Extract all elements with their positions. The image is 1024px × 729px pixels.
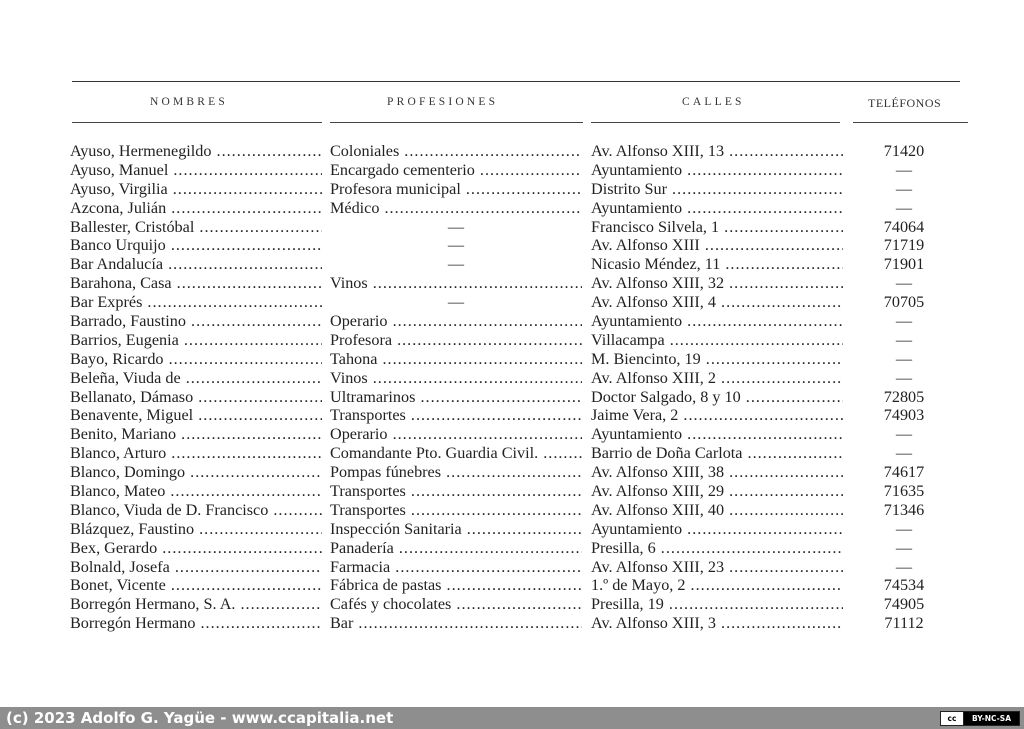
street-cell: Av. Alfonso XIII, 3 .....: [591, 614, 843, 633]
table-row: [0, 350, 1024, 369]
table-row: [0, 218, 1024, 237]
name-cell: Ayuso, Manuel .....: [70, 161, 322, 180]
street-cell: 1.º de Mayo, 2 .....: [591, 576, 843, 595]
street-cell: Av. Alfonso XIII, 32 .....: [591, 274, 843, 293]
table-row: [0, 406, 1024, 425]
header-professions: PROFESIONES: [387, 96, 499, 108]
name-cell: Blanco, Arturo .....: [70, 444, 322, 463]
header-underline-phones: [853, 122, 968, 123]
phone-cell: —: [895, 425, 913, 444]
profession-cell: Vinos .....: [330, 274, 582, 293]
profession-cell: Transportes .....: [330, 501, 582, 520]
street-cell: Barrio de Doña Carlota .....: [591, 444, 843, 463]
phone-cell: 71112: [884, 614, 924, 633]
phone-cell: —: [895, 349, 913, 368]
name-cell: Blanco, Viuda de D. Francisco .....: [70, 501, 322, 520]
profession-cell: Profesora municipal .....: [330, 180, 582, 199]
table-row: [0, 444, 1024, 463]
phone-cell: —: [895, 519, 913, 538]
phone-cell: —: [895, 274, 913, 293]
name-cell: Benito, Mariano .....: [70, 425, 322, 444]
street-cell: M. Biencinto, 19 .....: [591, 350, 843, 369]
table-row: [0, 161, 1024, 180]
header-streets: CALLES: [682, 96, 745, 108]
profession-cell: Operario .....: [330, 312, 582, 331]
license-terms: BY-NC-SA: [964, 712, 1019, 725]
table-row: [0, 369, 1024, 388]
profession-cell: Vinos .....: [330, 369, 582, 388]
name-cell: Bolnald, Josefa .....: [70, 558, 322, 577]
profession-cell: Pompas fúnebres .....: [330, 463, 582, 482]
name-cell: Blanco, Mateo .....: [70, 482, 322, 501]
name-cell: Ballester, Cristóbal .....: [70, 218, 322, 237]
street-cell: Av. Alfonso XIII .....: [591, 236, 843, 255]
phone-cell: —: [895, 198, 913, 217]
table-row: [0, 142, 1024, 161]
phone-cell: 71635: [883, 482, 925, 501]
name-cell: Bellanato, Dámaso .....: [70, 388, 322, 407]
phone-cell: 74617: [883, 463, 925, 482]
table-row: [0, 199, 1024, 218]
top-rule: [72, 81, 960, 82]
table-row: [0, 331, 1024, 350]
street-cell: Presilla, 6 .....: [591, 539, 843, 558]
name-cell: Bayo, Ricardo .....: [70, 350, 322, 369]
street-cell: Av. Alfonso XIII, 2 .....: [591, 369, 843, 388]
phone-cell: 71346: [883, 500, 925, 519]
phone-cell: —: [895, 179, 913, 198]
street-cell: Ayuntamiento .....: [591, 312, 843, 331]
header-underline-streets: [591, 122, 840, 123]
profession-cell: —: [447, 293, 465, 312]
phone-cell: 70705: [883, 293, 925, 312]
profession-cell: Médico .....: [330, 199, 582, 218]
street-cell: Av. Alfonso XIII, 4 .....: [591, 293, 843, 312]
profession-cell: Coloniales .....: [330, 142, 582, 161]
name-cell: Barrios, Eugenia .....: [70, 331, 322, 350]
phone-cell: —: [895, 312, 913, 331]
street-cell: Nicasio Méndez, 11 .....: [591, 255, 843, 274]
phone-cell: —: [895, 330, 913, 349]
profession-cell: Comandante Pto. Guardia Civil. .....: [330, 444, 582, 463]
name-cell: Bar Exprés .....: [70, 293, 322, 312]
table-row: [0, 501, 1024, 520]
table-row: [0, 520, 1024, 539]
table-row: [0, 274, 1024, 293]
profession-cell: Transportes .....: [330, 406, 582, 425]
name-cell: Blanco, Domingo .....: [70, 463, 322, 482]
street-cell: Av. Alfonso XIII, 13 .....: [591, 142, 843, 161]
street-cell: Ayuntamiento .....: [591, 199, 843, 218]
phone-cell: —: [895, 444, 913, 463]
name-cell: Blázquez, Faustino .....: [70, 520, 322, 539]
phone-cell: 74905: [883, 595, 925, 614]
table-row: [0, 595, 1024, 614]
profession-cell: —: [447, 255, 465, 274]
footer-bar: [0, 707, 1024, 729]
profession-cell: —: [447, 236, 465, 255]
phone-cell: 71719: [883, 236, 925, 255]
header-underline-names: [72, 122, 322, 123]
phone-cell: 74903: [883, 406, 925, 425]
name-cell: Benavente, Miguel .....: [70, 406, 322, 425]
street-cell: Ayuntamiento .....: [591, 425, 843, 444]
name-cell: Bonet, Vicente .....: [70, 576, 322, 595]
profession-cell: Tahona .....: [330, 350, 582, 369]
table-row: [0, 180, 1024, 199]
street-cell: Av. Alfonso XIII, 23 .....: [591, 558, 843, 577]
header-phones: TELÉFONOS: [868, 96, 942, 110]
profession-cell: Transportes .....: [330, 482, 582, 501]
phone-cell: —: [895, 160, 913, 179]
header-underline-professions: [330, 122, 583, 123]
phone-cell: —: [895, 538, 913, 557]
name-cell: Azcona, Julián .....: [70, 199, 322, 218]
profession-cell: Farmacia .....: [330, 558, 582, 577]
directory-table: [0, 142, 1024, 633]
table-row: [0, 312, 1024, 331]
table-row: [0, 539, 1024, 558]
street-cell: Jaime Vera, 2 .....: [591, 406, 843, 425]
table-row: [0, 463, 1024, 482]
profession-cell: Bar .....: [330, 614, 582, 633]
profession-cell: Cafés y chocolates .....: [330, 595, 582, 614]
street-cell: Av. Alfonso XIII, 29 .....: [591, 482, 843, 501]
profession-cell: Encargado cementerio .....: [330, 161, 582, 180]
table-row: [0, 236, 1024, 255]
copyright-credit: (c) 2023 Adolfo G. Yagüe - www.ccapitalia.net: [6, 709, 394, 727]
name-cell: Bex, Gerardo .....: [70, 539, 322, 558]
profession-cell: —: [447, 217, 465, 236]
name-cell: Borregón Hermano .....: [70, 614, 322, 633]
street-cell: Doctor Salgado, 8 y 10 .....: [591, 388, 843, 407]
profession-cell: Fábrica de pastas .....: [330, 576, 582, 595]
phone-cell: 74064: [883, 217, 925, 236]
phone-cell: —: [895, 368, 913, 387]
name-cell: Beleña, Viuda de .....: [70, 369, 322, 388]
name-cell: Ayuso, Hermenegildo .....: [70, 142, 322, 161]
name-cell: Barahona, Casa .....: [70, 274, 322, 293]
street-cell: Av. Alfonso XIII, 40 .....: [591, 501, 843, 520]
name-cell: Banco Urquijo .....: [70, 236, 322, 255]
table-row: [0, 482, 1024, 501]
header-names: NOMBRES: [150, 96, 228, 108]
phone-cell: 72805: [883, 387, 925, 406]
table-row: [0, 576, 1024, 595]
street-cell: Ayuntamiento .....: [591, 520, 843, 539]
cc-license-badge: [940, 711, 1020, 726]
phone-cell: —: [895, 557, 913, 576]
street-cell: Francisco Silvela, 1 .....: [591, 218, 843, 237]
name-cell: Bar Andalucía .....: [70, 255, 322, 274]
phone-cell: 71901: [883, 255, 925, 274]
name-cell: Borregón Hermano, S. A. .....: [70, 595, 322, 614]
street-cell: Av. Alfonso XIII, 38 .....: [591, 463, 843, 482]
street-cell: Ayuntamiento .....: [591, 161, 843, 180]
profession-cell: Panadería .....: [330, 539, 582, 558]
phone-cell: 74534: [883, 576, 925, 595]
profession-cell: Inspección Sanitaria .....: [330, 520, 582, 539]
table-row: [0, 388, 1024, 407]
name-cell: Ayuso, Virgilia .....: [70, 180, 322, 199]
profession-cell: Profesora .....: [330, 331, 582, 350]
table-row: [0, 614, 1024, 633]
cc-logo-icon: cc: [941, 712, 964, 725]
street-cell: Distrito Sur .....: [591, 180, 843, 199]
table-row: [0, 293, 1024, 312]
phone-cell: 71420: [883, 142, 925, 160]
table-row: [0, 425, 1024, 444]
table-row: [0, 558, 1024, 577]
street-cell: Presilla, 19 .....: [591, 595, 843, 614]
name-cell: Barrado, Faustino .....: [70, 312, 322, 331]
street-cell: Villacampa .....: [591, 331, 843, 350]
profession-cell: Operario .....: [330, 425, 582, 444]
profession-cell: Ultramarinos .....: [330, 388, 582, 407]
table-row: [0, 255, 1024, 274]
